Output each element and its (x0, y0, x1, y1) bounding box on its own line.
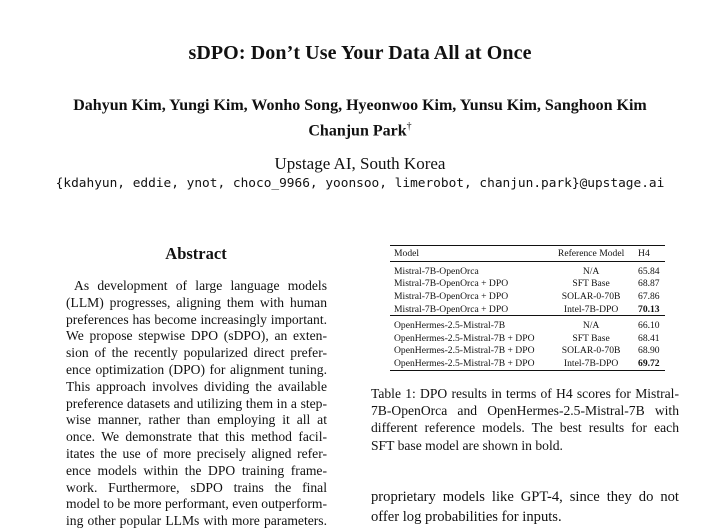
abstract-heading: Abstract (165, 244, 227, 263)
cell-reference: Intel-7B-DPO (552, 357, 630, 370)
table-row (390, 262, 665, 278)
abstract-line: (LLM) progresses, aligning them with human (66, 294, 327, 310)
cell-model: Mistral-7B-OpenOrca + DPO (390, 303, 552, 316)
cell-model: OpenHermes-2.5-Mistral-7B (394, 320, 506, 332)
cell-reference: Intel-7B-DPO (552, 303, 630, 316)
abstract-line: sion of the recently popularized direct prefer- (66, 345, 327, 361)
authors-line-1: Dahyun Kim, Yungi Kim, Wonho Song, Hyeonwoo Kim, Yunsu Kim, Sanghoon Kim (73, 97, 647, 114)
abstract-line: As development of large language models (74, 278, 327, 293)
affiliation: Upstage AI, South Korea (274, 154, 446, 173)
table-row (390, 345, 665, 358)
cell-model: OpenHermes-2.5-Mistral-7B + DPO (394, 332, 535, 344)
abstract-line: model to be more performant, even outperform- (66, 496, 327, 512)
cell-model: Mistral-7B-OpenOrca (394, 265, 479, 277)
cell-model: OpenHermes-2.5-Mistral-7B + DPO (390, 357, 552, 370)
right-column-body (371, 488, 679, 527)
results-table (390, 245, 665, 371)
authors-line-2 (40, 116, 680, 141)
header-model: Model (390, 246, 552, 262)
paper-title: sDPO: Don’t Use Your Data All at Once (188, 42, 532, 64)
cell-reference: N/A (582, 265, 600, 277)
cell-h4: 68.90 (638, 345, 660, 357)
abstract-body (66, 278, 327, 530)
cell-h4: 65.84 (638, 265, 660, 277)
cell-h4: 66.10 (638, 320, 660, 332)
cell-reference: N/A (582, 320, 600, 332)
table-header-row (390, 246, 665, 262)
abstract-line: work. Furthermore, sDPO trains the final (66, 479, 327, 495)
cell-model: Mistral-7B-OpenOrca + DPO (394, 290, 509, 302)
body-line: offer log probabilities for inputs. (371, 508, 562, 525)
cell-h4: 68.41 (638, 332, 660, 344)
abstract-line: ence optimization (DPO) for alignment tuning. (66, 361, 327, 377)
abstract-line: We propose stepwise DPO (sDPO), an exten- (66, 328, 327, 344)
abstract-line: itates the use of more precisely aligned refer- (66, 445, 327, 461)
cell-reference: SOLAR-0-70B (561, 290, 621, 302)
abstract-line: ing other popular LLMs with more parameters. (66, 513, 327, 529)
cell-h4: 68.87 (638, 278, 660, 290)
cell-model: Mistral-7B-OpenOrca + DPO (394, 278, 509, 290)
cell-model: OpenHermes-2.5-Mistral-7B + DPO (394, 345, 535, 357)
email-list[interactable]: {kdahyun, eddie, ynot, choco_9966, yoonsoo, limerobot, chanjun.park}@upstage.ai (55, 176, 665, 191)
table-row (390, 332, 665, 345)
abstract-line: This approach involves dividing the available (66, 378, 327, 394)
results-table-container (390, 245, 665, 371)
caption-line: different reference models. The best results for each (371, 420, 679, 436)
caption-line: 7B-OpenOrca and OpenHermes-2.5-Mistral-7B with (371, 403, 679, 419)
caption-line: Table 1: DPO results in terms of H4 scores for Mistral- (371, 386, 679, 401)
abstract-line: preference datasets and utilizing them in a step- (66, 395, 327, 411)
abstract-line: preferences has become increasingly important. (66, 311, 327, 327)
dagger-mark: † (406, 121, 412, 132)
table-row (390, 290, 665, 303)
header-h4: H4 (630, 246, 665, 262)
cell-h4-best: 70.13 (630, 303, 665, 316)
cell-h4-best: 69.72 (630, 357, 665, 370)
header-reference-model: Reference Model (552, 246, 630, 262)
body-line: proprietary models like GPT-4, since they do not (371, 489, 679, 505)
table-row (390, 316, 665, 332)
abstract-line: wise manner, rather than employing it all at (66, 412, 327, 428)
cell-h4: 67.86 (638, 290, 660, 302)
author-chanjun: Chanjun Park (308, 122, 407, 140)
cell-reference: SFT Base (572, 278, 610, 290)
caption-line: SFT base model are shown in bold. (371, 437, 563, 453)
abstract-line: once. We demonstrate that this method facil- (66, 429, 327, 445)
table-caption (371, 385, 679, 454)
table-row (390, 303, 665, 316)
abstract-line: ence models within the DPO training frame- (66, 462, 327, 478)
table-row (390, 278, 665, 291)
cell-reference: SOLAR-0-70B (561, 345, 621, 357)
table-row (390, 357, 665, 370)
author-list (40, 95, 680, 141)
cell-reference: SFT Base (572, 332, 610, 344)
